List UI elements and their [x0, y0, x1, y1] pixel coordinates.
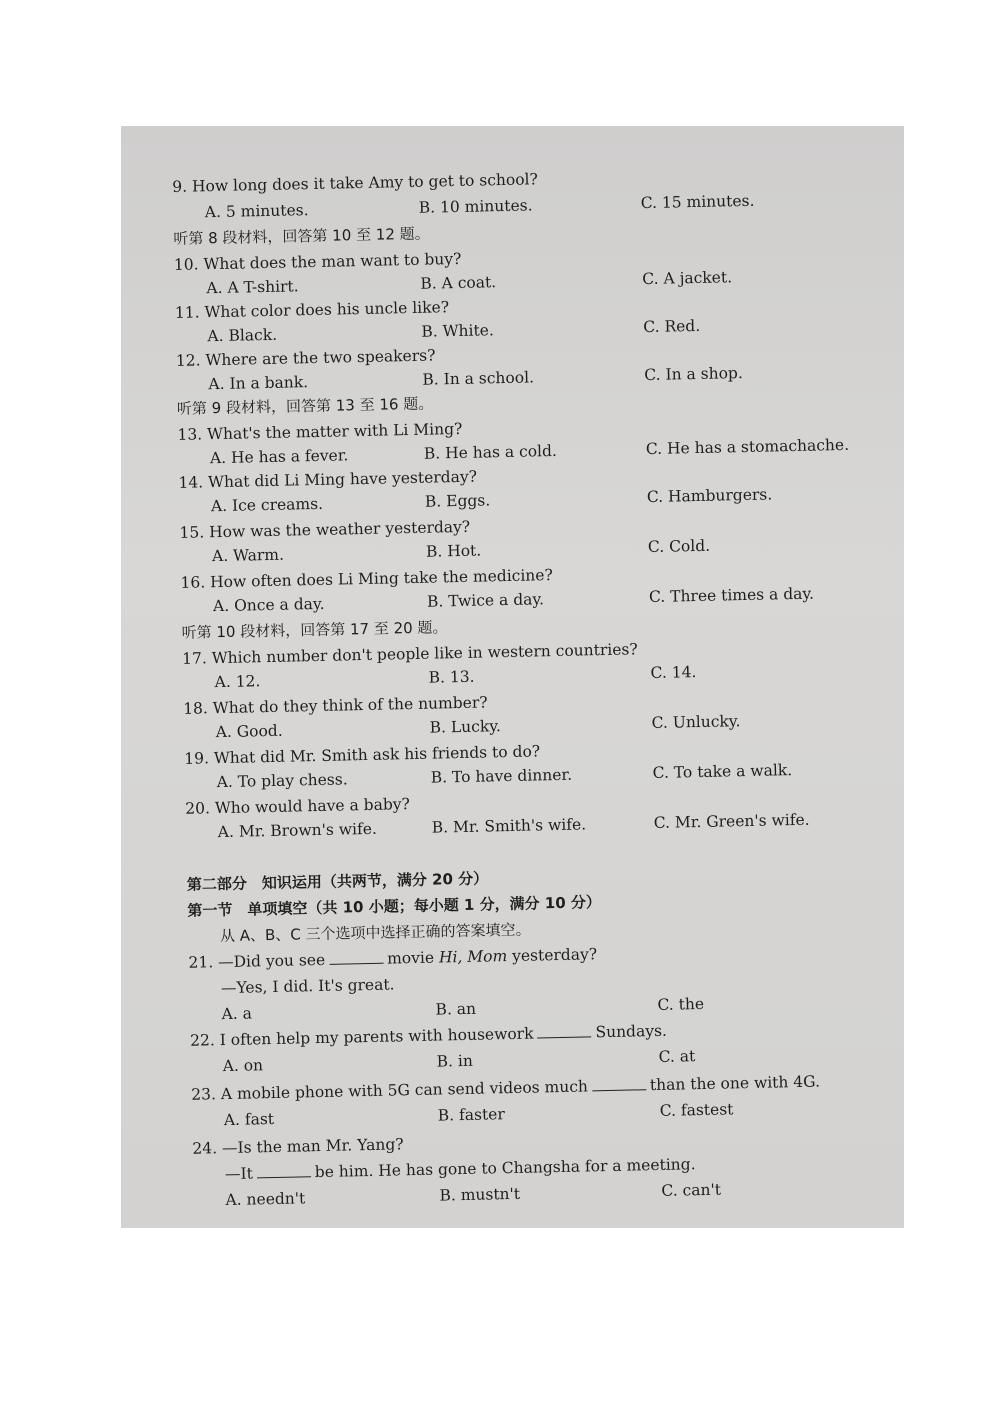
option-a: A. To play chess.: [216, 770, 348, 792]
section-heading-10: 听第 10 段材料，回答第 17 至 20 题。: [181, 618, 448, 642]
option-c: C. A jacket.: [642, 268, 733, 289]
option-b: B. 13.: [428, 667, 475, 687]
option-a: A. 5 minutes.: [204, 201, 309, 222]
question-number: 12.: [175, 351, 201, 370]
question-number: 18.: [183, 699, 209, 718]
question-number: 10.: [173, 255, 199, 274]
option-b: B. Lucky.: [429, 717, 502, 737]
question-number: 22.: [189, 1031, 216, 1050]
option-c: C. at: [658, 1047, 696, 1066]
movie-title: Hi, Mom: [438, 947, 508, 967]
option-b: B. To have dinner.: [430, 765, 573, 787]
option-c: C. 14.: [650, 663, 697, 683]
question-number: 21.: [188, 953, 214, 972]
question-number: 16.: [180, 573, 206, 592]
question-21: 21. —Did you see movie Hi, Mom yesterday?: [188, 945, 598, 972]
section-heading-8: 听第 8 段材料，回答第 10 至 12 题。: [173, 224, 430, 248]
option-c: C. Three times a day.: [648, 584, 815, 607]
option-b: B. in: [436, 1051, 474, 1071]
section-1-title: 第一节 单项填空（共 10 小题；每小题 1 分，满分 10 分）: [187, 893, 602, 920]
option-c: C. can't: [661, 1180, 722, 1200]
option-b: B. mustn't: [439, 1184, 521, 1205]
question-stem: What's the matter with Li Ming?: [206, 419, 463, 444]
option-a: A. In a bank.: [208, 373, 309, 394]
question-number: 9.: [172, 177, 188, 196]
question-stem: What do they think of the number?: [212, 693, 488, 718]
question-number: 20.: [185, 799, 211, 818]
question-stem: Where are the two speakers?: [205, 346, 436, 370]
option-a: A. Black.: [207, 325, 278, 346]
option-a: A. fast: [223, 1110, 275, 1130]
part-2-title: 第二部分 知识运用（共两节，满分 20 分）: [186, 869, 489, 894]
option-c: C. Hamburgers.: [646, 485, 773, 507]
option-c: C. fastest: [659, 1100, 734, 1120]
question-stem: How was the weather yesterday?: [208, 517, 471, 542]
question-number: 19.: [184, 749, 210, 768]
option-a: A. a: [221, 1004, 253, 1024]
option-b: B. Eggs.: [424, 491, 491, 511]
question-21-reply: —Yes, I did. It's great.: [220, 975, 395, 998]
option-b: B. 10 minutes.: [418, 196, 533, 217]
option-b: B. He has a cold.: [423, 441, 558, 463]
option-b: B. A coat.: [420, 273, 497, 293]
option-a: A. on: [222, 1056, 264, 1076]
option-c: C. Red.: [643, 316, 701, 337]
option-c: C. In a shop.: [644, 364, 743, 385]
question-number: 14.: [178, 473, 204, 492]
option-c: C. Cold.: [647, 536, 711, 557]
question-number: 24.: [192, 1139, 218, 1158]
question-number: 23.: [191, 1085, 217, 1104]
answer-blank: [537, 1022, 591, 1038]
option-a: A. A T-shirt.: [206, 277, 299, 298]
section-heading-9: 听第 9 段材料，回答第 13 至 16 题。: [176, 394, 434, 418]
option-c: C. the: [657, 994, 705, 1014]
question-stem: How often does Li Ming take the medicine?: [209, 566, 553, 592]
option-a: A. Mr. Brown's wife.: [217, 819, 378, 842]
option-c: C. 15 minutes.: [640, 191, 755, 213]
option-b: B. Mr. Smith's wife.: [431, 815, 587, 837]
question-stem: Which number don't people like in western countries?: [211, 640, 638, 668]
option-b: B. Twice a day.: [426, 590, 545, 611]
exam-paper: [121, 126, 904, 1228]
question-stem: What does the man want to buy?: [203, 249, 462, 274]
answer-blank: [329, 949, 383, 965]
instruction: 从 A、B、C 三个选项中选择正确的答案填空。: [219, 920, 531, 946]
question-stem: Who would have a baby?: [214, 795, 411, 818]
question-number: 13.: [177, 425, 203, 444]
question-24: 24. —Is the man Mr. Yang?: [192, 1135, 404, 1158]
option-a: A. Once a day.: [212, 594, 325, 616]
option-a: A. He has a fever.: [209, 446, 349, 468]
option-b: B. faster: [437, 1105, 505, 1125]
answer-blank: [257, 1162, 311, 1178]
answer-blank: [592, 1075, 646, 1091]
question-number: 17.: [181, 649, 208, 668]
question-stem: What did Li Ming have yesterday?: [207, 467, 478, 492]
option-c: C. Unlucky.: [651, 712, 741, 733]
question-23: 23. A mobile phone with 5G can send videos much than the one with 4G.: [191, 1072, 821, 1104]
option-a: A. Ice creams.: [210, 494, 324, 516]
exam-photo: [121, 126, 904, 1228]
option-b: B. White.: [421, 321, 495, 341]
option-a: A. Good.: [215, 721, 283, 742]
question-number: 15.: [179, 523, 205, 542]
question-24-reply: —It be him. He has gone to Changsha for a meeting.: [224, 1155, 696, 1184]
question-stem: What did Mr. Smith ask his friends to do?: [213, 742, 541, 768]
option-c: C. To take a walk.: [652, 761, 793, 783]
question-number: 11.: [174, 303, 200, 322]
option-a: A. 12.: [214, 672, 261, 692]
option-b: B. an: [435, 999, 477, 1019]
option-a: A. needn't: [225, 1189, 306, 1210]
option-c: C. Mr. Green's wife.: [653, 810, 810, 832]
question-stem: How long does it take Amy to get to school?: [191, 170, 539, 196]
option-b: B. In a school.: [422, 368, 535, 389]
question-22: 22. I often help my parents with housework Sundays.: [189, 1021, 668, 1050]
option-c: C. He has a stomachache.: [645, 435, 850, 459]
question-stem: What color does his uncle like?: [204, 298, 450, 322]
option-b: B. Hot.: [425, 541, 482, 561]
option-a: A. Warm.: [211, 545, 285, 566]
